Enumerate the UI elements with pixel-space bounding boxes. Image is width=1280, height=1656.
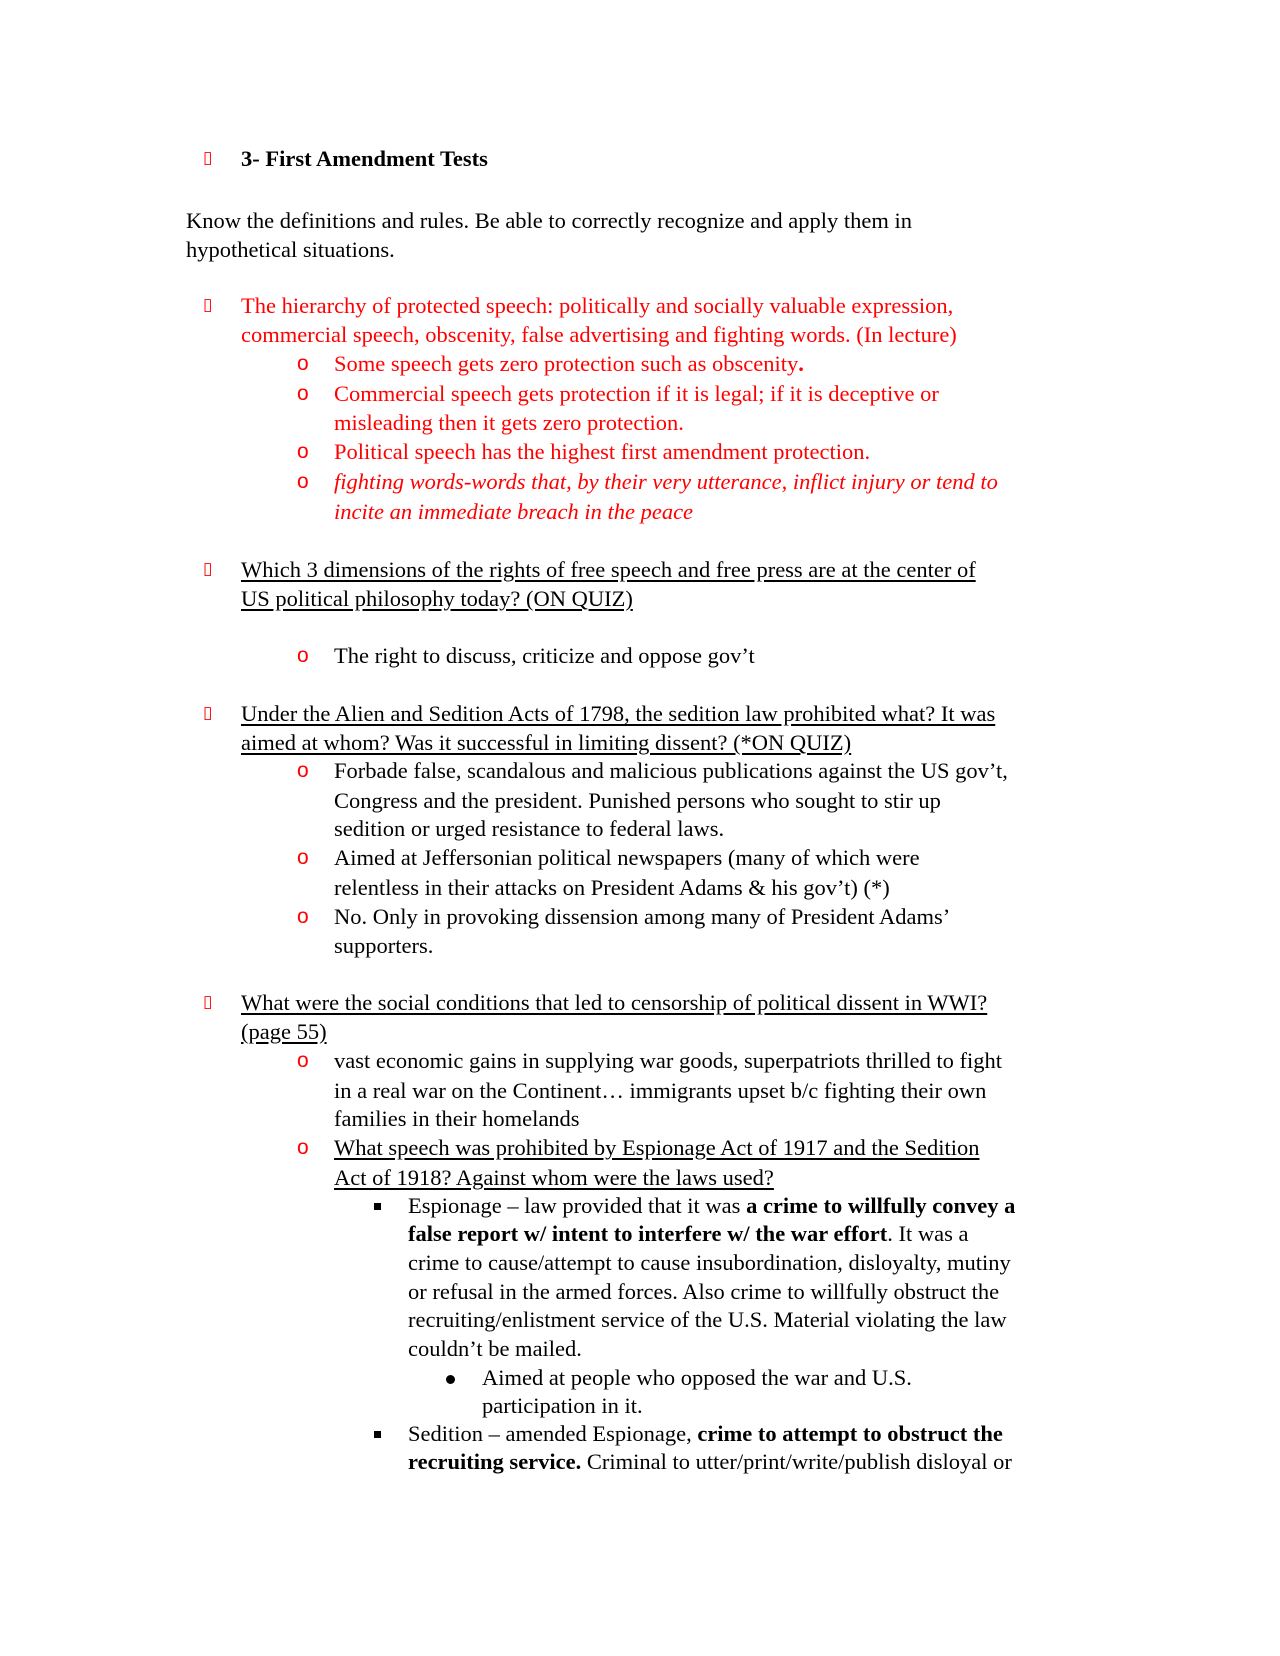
o-bullet-icon: o	[297, 352, 309, 375]
list-item: Some speech gets zero protection such as obscenity.	[334, 351, 804, 376]
list-item-cont: sedition or urged resistance to federal laws.	[334, 816, 725, 841]
espionage-line: crime to cause/attempt to cause insubordination, disloyalty, mutiny	[408, 1250, 1011, 1275]
square-bullet-icon	[374, 1203, 381, 1210]
sedition-line: recruiting service. Criminal to utter/print/write/publish disloyal or	[408, 1449, 1012, 1474]
espionage-line: Espionage – law provided that it was a crime to willfully convey a	[408, 1193, 1016, 1218]
intro-line: Know the definitions and rules. Be able to correctly recognize and apply them in	[186, 208, 913, 233]
question-line: Under the Alien and Sedition Acts of 1798, the sedition law prohibited what? It was	[241, 701, 996, 726]
missing-glyph-box-icon: ▯	[203, 148, 213, 168]
o-bullet-icon: o	[297, 470, 309, 493]
hierarchy-line: The hierarchy of protected speech: politically and socially valuable expression,	[241, 293, 954, 318]
list-item: No. Only in provoking dissension among many of President Adams’	[334, 904, 951, 929]
list-item: Forbade false, scandalous and malicious publications against the US gov’t,	[334, 758, 1008, 783]
missing-glyph-box-icon: ▯	[203, 559, 213, 579]
o-bullet-icon: o	[297, 759, 309, 782]
aimed-line: participation in it.	[482, 1393, 643, 1418]
dot-bullet-icon	[446, 1375, 455, 1384]
o-bullet-icon: o	[297, 905, 309, 928]
aimed-line: Aimed at people who opposed the war and U.S.	[482, 1365, 912, 1390]
list-item: Aimed at Jeffersonian political newspapers (many of which were	[334, 845, 920, 870]
espionage-line: or refusal in the armed forces. Also crime to willfully obstruct the	[408, 1279, 1000, 1304]
list-item: Political speech has the highest first amendment protection.	[334, 439, 871, 464]
o-bullet-icon: o	[297, 1136, 309, 1159]
o-bullet-icon: o	[297, 1049, 309, 1072]
list-item-cont: misleading then it gets zero protection.	[334, 410, 684, 435]
list-item: vast economic gains in supplying war goods, superpatriots thrilled to fight	[334, 1048, 1003, 1073]
espionage-line: false report w/ intent to interfere w/ the war effort. It was a	[408, 1221, 969, 1246]
square-bullet-icon	[374, 1431, 381, 1438]
o-bullet-icon: o	[297, 644, 309, 667]
list-item-cont: supporters.	[334, 933, 434, 958]
question-line: Which 3 dimensions of the rights of free speech and free press are at the center of	[241, 557, 976, 582]
hierarchy-line: commercial speech, obscenity, false advertising and fighting words. (In lecture)	[241, 322, 957, 347]
missing-glyph-box-icon: ▯	[203, 992, 213, 1012]
list-item-cont: Congress and the president. Punished persons who sought to stir up	[334, 788, 941, 813]
list-item-cont: Act of 1918? Against whom were the laws used?	[334, 1165, 774, 1190]
section-heading: 3- First Amendment Tests	[241, 146, 488, 171]
espionage-line: recruiting/enlistment service of the U.S. Material violating the law	[408, 1307, 1007, 1332]
list-item: What speech was prohibited by Espionage Act of 1917 and the Sedition	[334, 1135, 980, 1160]
question-line: aimed at whom? Was it successful in limiting dissent? (*ON QUIZ)	[241, 730, 852, 755]
list-item: Commercial speech gets protection if it is legal; if it is deceptive or	[334, 381, 939, 406]
list-item-cont: relentless in their attacks on President Adams & his gov’t) (*)	[334, 875, 890, 900]
missing-glyph-box-icon: ▯	[203, 703, 213, 723]
list-item: fighting words-words that, by their very utterance, inflict injury or tend to	[334, 469, 998, 494]
question-line: (page 55)	[241, 1019, 327, 1044]
o-bullet-icon: o	[297, 846, 309, 869]
list-item-cont: incite an immediate breach in the peace	[334, 499, 694, 524]
list-item-cont: families in their homelands	[334, 1106, 580, 1131]
o-bullet-icon: o	[297, 382, 309, 405]
list-item: The right to discuss, criticize and oppose gov’t	[334, 643, 755, 668]
missing-glyph-box-icon: ▯	[203, 295, 213, 315]
espionage-line: couldn’t be mailed.	[408, 1336, 582, 1361]
question-line: What were the social conditions that led to censorship of political dissent in WWI?	[241, 990, 988, 1015]
intro-line: hypothetical situations.	[186, 237, 395, 262]
sedition-line: Sedition – amended Espionage, crime to attempt to obstruct the	[408, 1421, 1003, 1446]
o-bullet-icon: o	[297, 440, 309, 463]
question-line: US political philosophy today? (ON QUIZ)	[241, 586, 633, 611]
list-item-cont: in a real war on the Continent… immigrants upset b/c fighting their own	[334, 1078, 987, 1103]
